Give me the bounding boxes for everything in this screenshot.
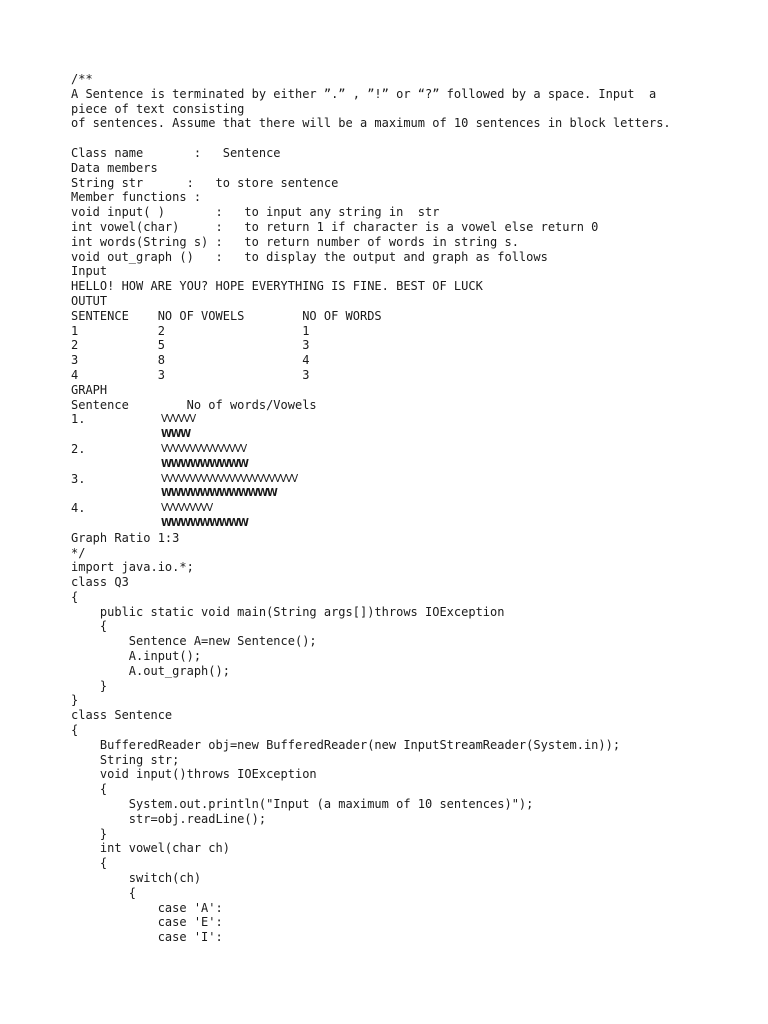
graph-row — [71, 412, 751, 427]
code-line: class Q3 — [71, 575, 129, 590]
words-bar: WWWWWWWWWWWW — [161, 486, 277, 500]
text-line: Member functions : — [71, 190, 202, 205]
text-line: */ — [71, 545, 86, 560]
graph-row-spacer — [71, 457, 161, 472]
text-line: HELLO! HOW ARE YOU? HOPE EVERYTHING IS FINE. BEST OF LUCK — [71, 279, 483, 294]
code-line: import java.io.*; — [71, 560, 194, 575]
graph-row-label: 1. — [71, 412, 86, 427]
text-line: void input( ) : to input any string in str — [71, 205, 440, 220]
text-line: /** — [71, 72, 93, 86]
graph-row — [71, 442, 751, 457]
code-line: Sentence A=new Sentence(); — [71, 634, 317, 649]
text-line: Sentence No of words/Vowels — [71, 397, 317, 412]
text-line: A Sentence is terminated by either ”.” , ”!” or “?” followed by a space. Input a — [71, 86, 657, 101]
ascii-graph — [71, 412, 751, 530]
java-code-block — [71, 531, 751, 945]
code-line: str=obj.readLine(); — [71, 811, 267, 826]
code-line: String str; — [71, 752, 180, 767]
graph-row-label: 3. — [71, 471, 86, 486]
code-line: case 'A': — [71, 900, 223, 915]
text-line: String str : to store sentence — [71, 175, 339, 190]
table-row-line: 3 8 4 — [71, 353, 310, 368]
table-row-line: 1 2 1 — [71, 323, 310, 338]
code-line: public static void main(String args[])throws IOException — [71, 604, 505, 619]
code-line: { — [71, 723, 79, 738]
header-comment-block — [71, 72, 751, 412]
graph-row — [71, 427, 751, 442]
code-line: { — [71, 782, 108, 797]
words-bar: WWWWWWWWW — [161, 456, 248, 470]
code-line: } — [71, 826, 108, 841]
graph-row — [71, 457, 751, 472]
code-line: class Sentence — [71, 708, 173, 723]
code-line: A.out_graph(); — [71, 663, 230, 678]
vowels-bar: VVVVVVVVVVVVVVV — [161, 441, 247, 455]
text-line: piece of text consisting — [71, 101, 245, 116]
text-line: GRAPH — [71, 382, 108, 397]
table-row-line: 2 5 3 — [71, 338, 310, 353]
table-header-line: SENTENCE NO OF VOWELS NO OF WORDS — [71, 308, 382, 323]
code-line: { — [71, 856, 108, 871]
text-line: OUTUT — [71, 293, 108, 308]
text-line: of sentences. Assume that there will be a maximum of 10 sentences in block letters. — [71, 116, 671, 131]
blank-line — [71, 131, 751, 146]
code-line: { — [71, 619, 108, 634]
code-line: case 'E': — [71, 915, 223, 930]
code-line: void input()throws IOException — [71, 767, 317, 782]
code-line: A.input(); — [71, 649, 202, 664]
vowels-bar: VVVVVVVVV — [161, 501, 213, 515]
document-page — [71, 72, 751, 945]
text-line: int vowel(char) : to return 1 if character is a vowel else return 0 — [71, 219, 599, 234]
code-line: System.out.println("Input (a maximum of 10 sentences)"); — [71, 797, 534, 812]
table-row-line: 4 3 3 — [71, 367, 310, 382]
graph-row-spacer — [71, 427, 161, 442]
graph-row — [71, 486, 751, 501]
graph-row-label: 4. — [71, 501, 86, 516]
code-line: { — [71, 589, 79, 604]
code-line: switch(ch) — [71, 871, 202, 886]
graph-row-spacer — [71, 486, 161, 501]
graph-row-label: 2. — [71, 441, 86, 456]
text-line: void out_graph () : to display the output and graph as follows — [71, 249, 548, 264]
graph-row-spacer — [71, 516, 161, 531]
graph-row — [71, 472, 751, 487]
words-bar: WWW — [161, 427, 190, 441]
code-line: case 'I': — [71, 930, 223, 945]
vowels-bar: VVVVVVVVVVVVVVVVVVVVVVVV — [161, 471, 298, 485]
code-line: } — [71, 693, 79, 708]
graph-row — [71, 516, 751, 531]
graph-row — [71, 501, 751, 516]
text-line: Class name : Sentence — [71, 145, 281, 160]
text-line: Data members — [71, 160, 158, 175]
text-line: int words(String s) : to return number of words in string s. — [71, 234, 519, 249]
text-line: Graph Ratio 1:3 — [71, 530, 180, 545]
code-line: BufferedReader obj=new BufferedReader(new InputStreamReader(System.in)); — [71, 737, 621, 752]
code-line: } — [71, 678, 108, 693]
text-line: Input — [71, 264, 108, 279]
code-line: int vowel(char ch) — [71, 841, 230, 856]
code-line: { — [71, 885, 137, 900]
vowels-bar: VVVVVV — [161, 412, 196, 426]
words-bar: WWWWWWWWW — [161, 515, 248, 529]
